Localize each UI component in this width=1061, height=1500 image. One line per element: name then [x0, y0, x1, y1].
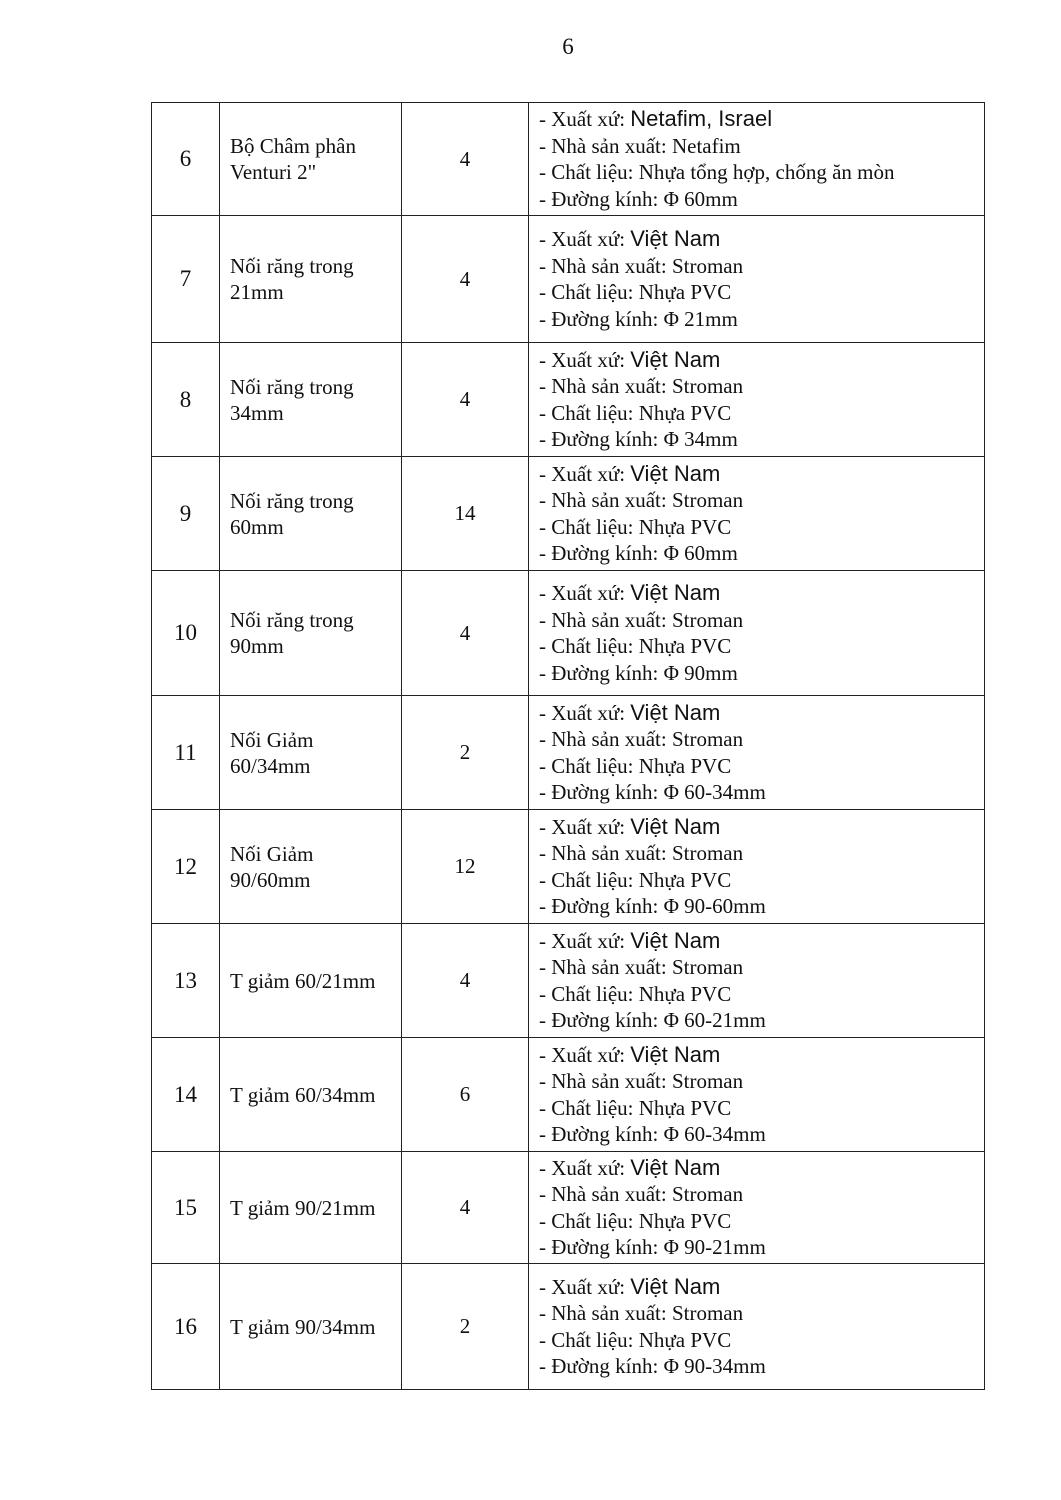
spec-origin-label: - Xuất xứ: — [539, 928, 631, 953]
table-row — [152, 216, 985, 343]
spec-diameter: - Đường kính: Φ 60-21mm — [539, 1008, 766, 1032]
spec-maker: - Nhà sản xuất: Stroman — [539, 727, 744, 751]
row-number: 8 — [152, 343, 220, 457]
table-row — [152, 1264, 985, 1390]
spec-origin-label: - Xuất xứ: — [539, 1042, 631, 1067]
equipment-table — [151, 102, 985, 1390]
spec-origin — [539, 347, 984, 374]
item-specification — [529, 924, 985, 1038]
item-quantity: 4 — [402, 924, 529, 1038]
table-row — [152, 1152, 985, 1264]
row-number: 14 — [152, 1038, 220, 1152]
item-specification — [529, 696, 985, 810]
row-number: 11 — [152, 696, 220, 810]
item-name — [220, 103, 402, 216]
spec-origin-value: Netafim, Israel — [630, 106, 773, 131]
item-specification — [529, 103, 985, 216]
spec-origin-label: - Xuất xứ: — [539, 700, 631, 725]
row-number: 9 — [152, 457, 220, 571]
table-body — [152, 103, 985, 1390]
item-quantity: 4 — [402, 1152, 529, 1264]
item-quantity: 12 — [402, 810, 529, 924]
item-name-line: 60mm — [230, 514, 284, 539]
spec-origin — [539, 1155, 984, 1182]
item-specification — [529, 1038, 985, 1152]
spec-origin-label: - Xuất xứ: — [539, 461, 631, 486]
item-name-line: Bộ Châm phân — [230, 134, 356, 158]
row-number: 10 — [152, 571, 220, 696]
spec-material: - Chất liệu: Nhựa PVC — [539, 634, 732, 658]
item-name-line: T giảm 60/21mm — [230, 968, 376, 993]
spec-diameter: - Đường kính: Φ 60mm — [539, 541, 738, 565]
item-quantity: 2 — [402, 696, 529, 810]
item-name-line: T giảm 90/21mm — [230, 1195, 376, 1220]
spec-diameter: - Đường kính: Φ 34mm — [539, 427, 738, 451]
row-number: 16 — [152, 1264, 220, 1390]
spec-material: - Chất liệu: Nhựa PVC — [539, 1095, 732, 1120]
spec-origin-label: - Xuất xứ: — [539, 581, 631, 605]
item-name-line: T giảm 60/34mm — [230, 1082, 376, 1107]
row-number: 15 — [152, 1152, 220, 1264]
item-name-line: Venturi 2" — [230, 160, 317, 184]
spec-diameter: - Đường kính: Φ 90mm — [539, 660, 738, 685]
spec-material: - Chất liệu: Nhựa PVC — [539, 514, 732, 539]
item-name — [220, 1264, 402, 1390]
spec-maker: - Nhà sản xuất: Stroman — [539, 955, 744, 979]
item-name-line: 90mm — [230, 634, 284, 658]
spec-maker: - Nhà sản xuất: Stroman — [539, 607, 744, 632]
spec-material: - Chất liệu: Nhựa tổng hợp, chống ăn mòn — [539, 160, 895, 184]
spec-origin-label: - Xuất xứ: — [539, 814, 631, 839]
item-name — [220, 1038, 402, 1152]
spec-origin — [539, 461, 984, 488]
spec-origin-value: Việt Nam — [630, 226, 721, 251]
table-row — [152, 457, 985, 571]
item-quantity: 2 — [402, 1264, 529, 1390]
item-name — [220, 696, 402, 810]
spec-origin-value: Việt Nam — [630, 813, 721, 839]
item-specification — [529, 571, 985, 696]
spec-origin — [539, 1042, 984, 1069]
item-name — [220, 457, 402, 571]
spec-origin-label: - Xuất xứ: — [539, 1274, 631, 1299]
item-name-line: Nối răng trong — [230, 488, 354, 513]
spec-diameter: - Đường kính: Φ 90-21mm — [539, 1235, 766, 1259]
spec-origin-value: Việt Nam — [630, 699, 721, 725]
spec-maker: - Nhà sản xuất: Stroman — [539, 488, 744, 512]
item-name-line: 34mm — [230, 400, 284, 425]
table-row — [152, 1038, 985, 1152]
row-number: 13 — [152, 924, 220, 1038]
spec-origin — [539, 814, 984, 841]
table-row — [152, 103, 985, 216]
spec-origin — [539, 580, 984, 607]
spec-origin-value: Việt Nam — [630, 1273, 721, 1299]
page-number: 6 — [562, 34, 574, 59]
spec-material: - Chất liệu: Nhựa PVC — [539, 400, 732, 425]
item-name-line: Nối răng trong — [230, 608, 354, 632]
item-quantity: 14 — [402, 457, 529, 571]
spec-origin — [539, 226, 984, 253]
spec-origin-value: Việt Nam — [630, 1154, 721, 1180]
spec-diameter: - Đường kính: Φ 60-34mm — [539, 1122, 766, 1146]
spec-origin — [539, 928, 984, 955]
table-row — [152, 696, 985, 810]
spec-maker: - Nhà sản xuất: Stroman — [539, 1182, 744, 1206]
table-row — [152, 810, 985, 924]
item-quantity: 6 — [402, 1038, 529, 1152]
spec-maker: - Nhà sản xuất: Stroman — [539, 374, 744, 398]
item-name-line: Nối răng trong — [230, 254, 354, 278]
spec-maker: - Nhà sản xuất: Stroman — [539, 841, 744, 865]
spec-diameter: - Đường kính: Φ 60mm — [539, 186, 738, 211]
item-name — [220, 216, 402, 343]
item-name — [220, 1152, 402, 1264]
item-specification — [529, 810, 985, 924]
item-name — [220, 810, 402, 924]
spec-origin-value: Việt Nam — [630, 1041, 721, 1067]
row-number: 6 — [152, 103, 220, 216]
spec-material: - Chất liệu: Nhựa PVC — [539, 981, 732, 1006]
spec-maker: - Nhà sản xuất: Stroman — [539, 1301, 744, 1325]
table-row — [152, 924, 985, 1038]
spec-origin-label: - Xuất xứ: — [539, 347, 631, 372]
row-number: 7 — [152, 216, 220, 343]
spec-material: - Chất liệu: Nhựa PVC — [539, 1208, 732, 1233]
item-specification — [529, 1152, 985, 1264]
spec-origin-label: - Xuất xứ: — [539, 107, 631, 131]
spec-origin-value: Việt Nam — [630, 460, 721, 486]
item-name-line: T giảm 90/34mm — [230, 1314, 376, 1339]
item-name — [220, 571, 402, 696]
spec-material: - Chất liệu: Nhựa PVC — [539, 1327, 732, 1352]
item-name-line: Nối Giảm — [230, 727, 314, 752]
item-name-line: Nối Giảm — [230, 841, 314, 866]
spec-diameter: - Đường kính: Φ 60-34mm — [539, 780, 766, 804]
item-quantity: 4 — [402, 571, 529, 696]
spec-maker: - Nhà sản xuất: Stroman — [539, 253, 744, 278]
item-name-line: 60/34mm — [230, 753, 311, 778]
spec-diameter: - Đường kính: Φ 90-60mm — [539, 894, 766, 918]
item-specification — [529, 216, 985, 343]
item-specification — [529, 457, 985, 571]
spec-material: - Chất liệu: Nhựa PVC — [539, 753, 732, 778]
item-quantity: 4 — [402, 216, 529, 343]
item-specification — [529, 1264, 985, 1390]
item-name-line: Nối răng trong — [230, 374, 354, 399]
spec-origin-value: Việt Nam — [630, 346, 721, 372]
spec-diameter: - Đường kính: Φ 21mm — [539, 306, 738, 331]
spec-origin-value: Việt Nam — [630, 927, 721, 953]
item-specification — [529, 343, 985, 457]
item-name-line: 21mm — [230, 280, 284, 304]
spec-material: - Chất liệu: Nhựa PVC — [539, 867, 732, 892]
spec-origin — [539, 700, 984, 727]
table-row — [152, 571, 985, 696]
item-quantity: 4 — [402, 343, 529, 457]
item-name-line: 90/60mm — [230, 867, 311, 892]
spec-maker: - Nhà sản xuất: Netafim — [539, 133, 741, 158]
spec-origin — [539, 106, 984, 133]
spec-origin — [539, 1274, 984, 1301]
spec-diameter: - Đường kính: Φ 90-34mm — [539, 1354, 766, 1378]
item-name — [220, 924, 402, 1038]
spec-origin-value: Việt Nam — [630, 580, 721, 605]
item-name — [220, 343, 402, 457]
spec-origin-label: - Xuất xứ: — [539, 227, 631, 251]
table-row — [152, 343, 985, 457]
spec-material: - Chất liệu: Nhựa PVC — [539, 280, 732, 304]
spec-maker: - Nhà sản xuất: Stroman — [539, 1069, 744, 1093]
spec-origin-label: - Xuất xứ: — [539, 1155, 631, 1180]
row-number: 12 — [152, 810, 220, 924]
item-quantity: 4 — [402, 103, 529, 216]
